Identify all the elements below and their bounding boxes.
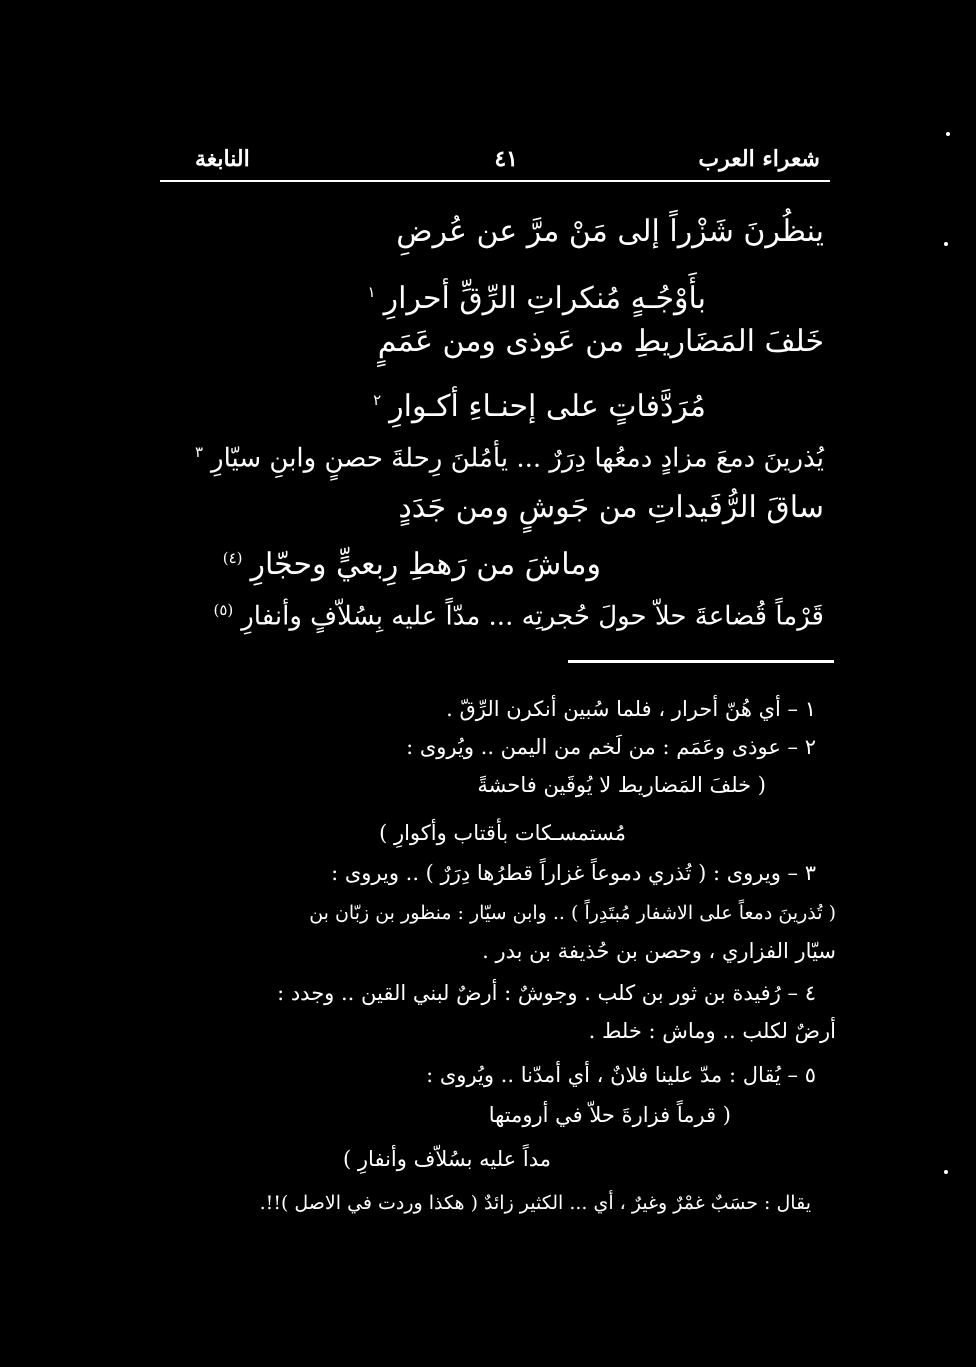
- footnote-line: ٥ – يُقال : مدّ علينا فلانٌ ، أي أمدّنا .. ويُروى :: [426, 1063, 816, 1087]
- scan-speck: [944, 1170, 948, 1174]
- footnote-line: ٤ – رُفيدة بن ثور بن كلب . وجوشٌ : أرضٌ لبني القين .. وجدد :: [277, 981, 816, 1005]
- footnote-line: ١ – أي هُنّ أحرار ، فلما سُبين أنكرن الرِّقّ .: [446, 697, 816, 721]
- footnotes-separator: [568, 660, 834, 663]
- footnote-line: أرضٌ لكلب .. وماش : خلط .: [588, 1019, 836, 1043]
- footnote-line: مُستمسـكات بأقتاب وأكوارِ ): [379, 821, 626, 845]
- scan-speck: [946, 132, 950, 136]
- verse-line: ينظُرنَ شَزْراً إلى مَنْ مرَّ عن عُرضِ: [396, 214, 824, 249]
- page-number: ٤١: [494, 146, 518, 172]
- verse-line: مُرَدَّفاتٍ على إحنـاءِ أكـوارِ$^٢$: [373, 389, 706, 424]
- footnote-line: ( قرماً فزارةَ حلاّ في أرومتها: [488, 1103, 731, 1127]
- running-title-left: النابغة: [195, 146, 250, 172]
- page-header: [160, 140, 830, 180]
- footnote-marker: ١: [367, 283, 376, 301]
- scan-speck: [944, 242, 948, 246]
- footnote-line: يقال : حسَبٌ غمْرٌ وغيرٌ ، أي ... الكثير زائدٌ ( هكذا وردت في الاصل )!!.: [259, 1192, 811, 1214]
- footnote-marker: (٤): [222, 549, 243, 567]
- footnote-marker: ٢: [373, 391, 382, 409]
- verse-line: قَرْماً قُضاعةَ حلاّ حولَ حُجرتِه ... مدّاً عليه بِسُلاّفٍ وأنفارِ$^{(٥)}$: [213, 601, 824, 632]
- footnote-line: ( خلفَ المَضاريط لا يُوقَين فاحشةً: [477, 773, 766, 797]
- verse-line: وماشَ من رَهطِ رِبعيٍّ وحجّارِ$^{(٤)}$: [222, 547, 601, 582]
- footnote-line: ٢ – عوذى وعَمَم : من لَخم من اليمن .. ويُروى :: [406, 735, 816, 759]
- footnote-line: سيّار الفزاري ، وحصن بن حُذيفة بن بدر .: [482, 939, 836, 963]
- running-title-right: شعراء العرب: [698, 146, 820, 172]
- footnote-line: ٣ – ويروى : ( تُذري دموعاً غزاراً قطرُها دِرَرٌ ) .. ويروى :: [331, 861, 816, 885]
- verse-line: بأَوْجُـهٍ مُنكراتِ الرِّقِّ أحرارِ$^١$: [367, 281, 706, 316]
- verse-line: ساقَ الرُّفَيداتِ من جَوشٍ ومن جَدَدٍ: [398, 490, 824, 525]
- header-rule: [160, 180, 830, 182]
- footnote-marker: ٣: [194, 443, 204, 461]
- footnote-marker: (٥): [213, 601, 234, 619]
- verse-line: يُذرينَ دمعَ مزادٍ دمعُها دِرَرٌ ... يأمُلنَ رِحلةَ حصنٍ وابنِ سيّارِ$^٣$: [194, 443, 824, 474]
- footnote-line: ( تُذرينَ دمعاً على الاشفار مُبتَدِراً ) .. وابن سيّار : منظور بن زبّان بن: [309, 902, 836, 924]
- footnote-line: مداً عليه بسُلاّف وأنفارِ ): [343, 1147, 551, 1171]
- verse-line: خَلفَ المَضَاريطِ من عَوذى ومن عَمَمٍ: [377, 324, 824, 359]
